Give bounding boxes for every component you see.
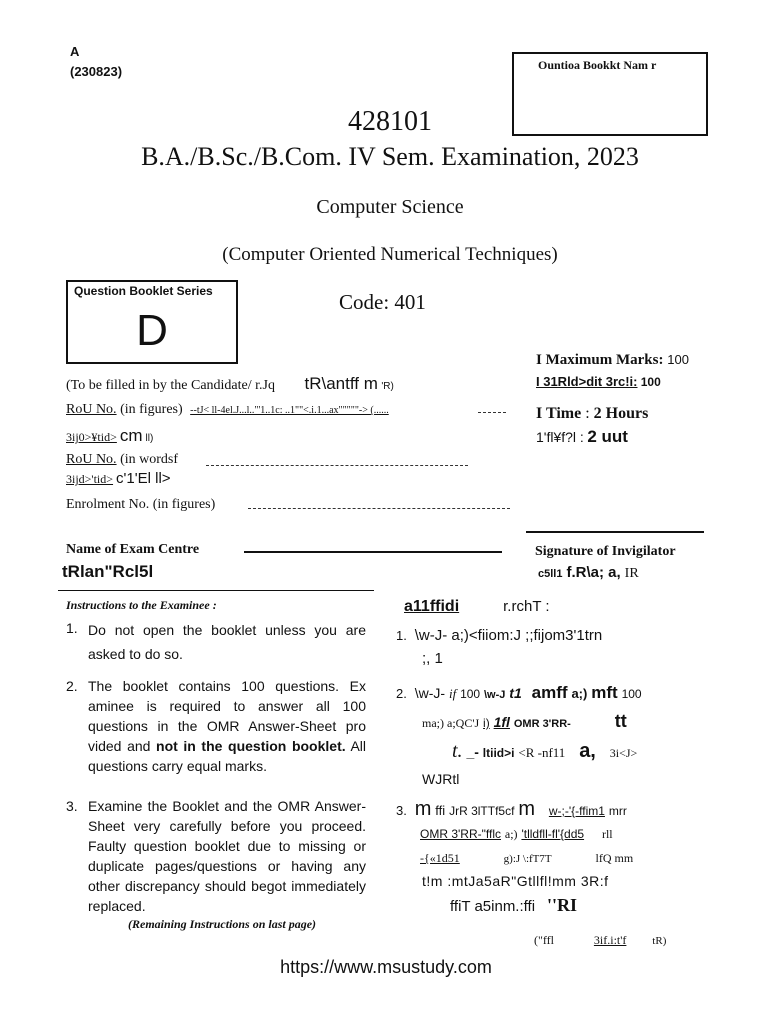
time-hindi-row [536,427,628,447]
instruction-number: 3. [66,798,78,814]
instruction-text: Do not open the booklet unless you are asked to do so. [88,622,366,662]
hindi-title-a: a11ffidi [404,598,460,615]
roll-no-words-hindi: 3ijd>'tid> [66,472,114,486]
date-code: (230823) [70,64,123,79]
hindi-instruction-item-1 [396,624,716,670]
roll-no-figures-label: RoU No. [66,402,117,417]
hindi-item2-frag: WJRtl [422,771,460,787]
hindi-item3-frag: 'tlldfll-fl'{dd5 [521,827,585,841]
hindi-item3-frag: 3if.i:t'f [593,933,627,947]
hindi-item3-frag: ''RI [546,895,577,915]
footer-url[interactable]: https://www.msustudy.com [280,957,492,977]
time-separator: : [585,405,590,422]
hindi-item-number: 1. [396,628,407,643]
candidate-fill-note-end: 'R) [381,381,394,392]
time-value: 2 Hours [593,405,649,422]
invigilator-label: Signature of Invigilator [535,544,676,559]
hindi-item2-frag: _- [466,744,479,760]
hindi-item2-frag: i) [483,716,490,730]
hindi-item2-frag: ma;) a;QC'J [422,716,480,730]
hindi-item-number: 3. [396,803,407,818]
instruction-text: Examine the Booklet and the OMR Answer-Sheet very carefully before you proceed. Faulty question booklet due to missing or duplicate pages/questions or having any other discrepancy should begot immediately replaced. [88,798,366,914]
time-label: I Time [536,405,582,422]
paper-code: 428101 [348,106,432,137]
hindi-item3-frag: a;) [504,827,518,841]
hindi-item2-frag: a, [579,740,596,762]
hindi-instruction-item-3 [396,798,716,822]
hindi-item2-frag: 100 [460,687,481,701]
candidate-fill-note [66,374,394,394]
invigilator-top-rule [526,531,704,533]
instruction-item-2 [66,676,366,776]
hindi-item3-frag: JrR 3lTTf5cf [449,804,515,818]
invigilator-hindi-b: f.R\a; a, [566,564,621,581]
roll-no-figures-line [478,412,506,413]
time-row [536,405,648,423]
invigilator-hindi-row [538,564,639,582]
exam-title: B.A./B.Sc./B.Com. IV Sem. Examination, 2023 [141,142,639,171]
paper-code-label: Code: 401 [339,290,426,314]
exam-centre-hindi: tRlan"Rcl5l [62,562,154,581]
hindi-item1-line1: \w-J- a;)<fiiom:J ;;fijom3'1trn [414,627,603,644]
max-marks-label: I Maximum Marks: [536,352,664,368]
booklet-series-box [66,280,238,364]
max-marks-hindi-row [536,374,661,390]
hindi-item3-frag: m [518,798,535,820]
instruction-text-a: The booklet contains 100 questions. Ex aminee is required to answer all 100 questions in the OMR Answer-Sheet pro vided and [88,678,366,754]
roll-no-figures-hindi-b: cm [119,426,143,445]
instruction-item-1 [66,618,366,666]
hindi-item3-frag: ffiT a5inm.:ffi [450,898,536,915]
roll-no-figures-suffix: (in figures) [120,402,183,417]
booklet-series-value: D [136,306,168,355]
hindi-item3-line3 [396,846,716,870]
hindi-item2-frag: a;) [571,686,588,701]
time-hindi-value: 2 uut [587,427,628,446]
hindi-item2-frag: mft [591,683,618,702]
hindi-item3-frag: ffi [435,803,446,818]
roll-no-figures-hindi: 3ij0>¥tid> [66,430,117,444]
max-marks-hindi-value: 100 [640,375,661,389]
hindi-item2-frag: t. [452,740,463,762]
hindi-item3-line4 [396,870,716,892]
roll-no-figures-garble: --tJ< ll-4el.J...l.."'1..1c: ..1""<.i.1...ax"""""-> (...... [190,405,389,416]
max-marks-value: 100 [667,352,689,367]
instruction-number: 1. [66,620,78,636]
hindi-item2-frag: ltiid>i [482,746,515,760]
roll-no-figures-row [66,402,389,418]
hindi-item2-line3 [396,740,716,764]
hindi-item3-frag: m [414,798,432,820]
roll-no-words-label: RoU No. [66,452,117,467]
hindi-item3-frag: w-;-'{-ffim1 [548,804,605,818]
invigilator-hindi-a: c5ll1 [538,568,563,580]
roll-no-figures-hindi-row [66,426,153,446]
candidate-fill-note-text: (To be filled in by the Candidate/ r.Jq [66,378,275,393]
roll-no-figures-hindi-c: ll) [145,433,154,444]
hindi-item1-line2: ;, 1 [422,650,443,667]
hindi-item2-frag: 1fl [493,714,510,730]
hindi-item2-frag: \w-J- [414,685,446,701]
instruction-number: 2. [66,678,78,694]
hindi-item2-line2 [396,710,716,735]
roll-no-words-hindi-row [66,470,171,487]
hindi-item2-frag: tt [614,711,627,731]
hindi-instructions-title [404,598,550,616]
hindi-title-b: r.rchT : [503,598,550,615]
booklet-series-label: Question Booklet Series [74,284,213,298]
candidate-fill-note-hindi: tR\antff m [304,374,378,393]
instructions-title: Instructions to the Examinee : [66,598,217,612]
hindi-item2-frag: t1 [509,685,522,701]
instructions-footer: (Remaining Instructions on last page) [128,917,317,931]
roll-no-words-suffix: (in wordsf [120,452,178,467]
hindi-item3-frag: t!m :mtJa5aR"Gtllfl!mm 3R:f [422,873,609,889]
hindi-item3-line5 [396,894,716,918]
time-hindi: 1'fl¥f?l : [536,429,584,445]
booklet-name-label: Ountioa Bookkt Nam r [538,58,657,72]
hindi-item3-frag: OMR 3'RR-"fflc [420,827,501,841]
hindi-item2-frag: \w-J [484,689,506,701]
instructions-separator [58,590,374,591]
hindi-item3-frag: ("ffl [534,933,555,947]
subject-title: Computer Science [316,196,464,218]
hindi-item3-frag: mrr [608,804,627,818]
roll-no-words-hindi-b: c'1'El ll> [116,470,171,487]
set-letter: A [70,44,80,59]
hindi-item3-frag: g):J \:fT7T [503,853,552,865]
hindi-item3-line6 [396,928,716,952]
instruction-item-3 [66,796,366,916]
hindi-item3-line2 [396,822,716,845]
roll-no-words-row [66,452,178,468]
hindi-item2-frag: 3i<J> [609,746,638,760]
instruction-text-b: All questions carry equal marks. [88,738,367,774]
paper-title: (Computer Oriented Numerical Techniques) [222,244,558,265]
hindi-item-number: 2. [396,686,407,701]
hindi-item2-frag: OMR 3'RR- [513,718,571,730]
hindi-item2-frag: <R -nf11 [518,745,566,760]
hindi-item3-frag: lfQ mm [595,851,634,865]
hindi-item2-frag: amff [531,683,568,702]
max-marks-hindi: I 31Rld>dit 3rc!i: [536,374,638,389]
hindi-item2-frag: if [448,686,457,701]
max-marks-row [536,352,689,369]
hindi-instruction-item-2 [396,682,716,706]
enrolment-label: Enrolment No. (in figures) [66,497,216,512]
enrolment-line [248,508,510,509]
roll-no-words-line [206,465,468,466]
exam-centre-line [244,551,502,553]
hindi-item3-frag: tR) [652,935,667,947]
hindi-item2-frag: 100 [621,687,642,701]
hindi-item3-frag: rll [601,827,613,841]
invigilator-hindi-c: IR [624,566,639,581]
hindi-item2-line4 [396,768,716,790]
hindi-item3-frag: -{«1d51 [420,851,460,865]
exam-centre-label: Name of Exam Centre [66,542,200,557]
instruction-text-bold: not in the question booklet. [156,738,346,754]
instruction-text [88,676,366,776]
